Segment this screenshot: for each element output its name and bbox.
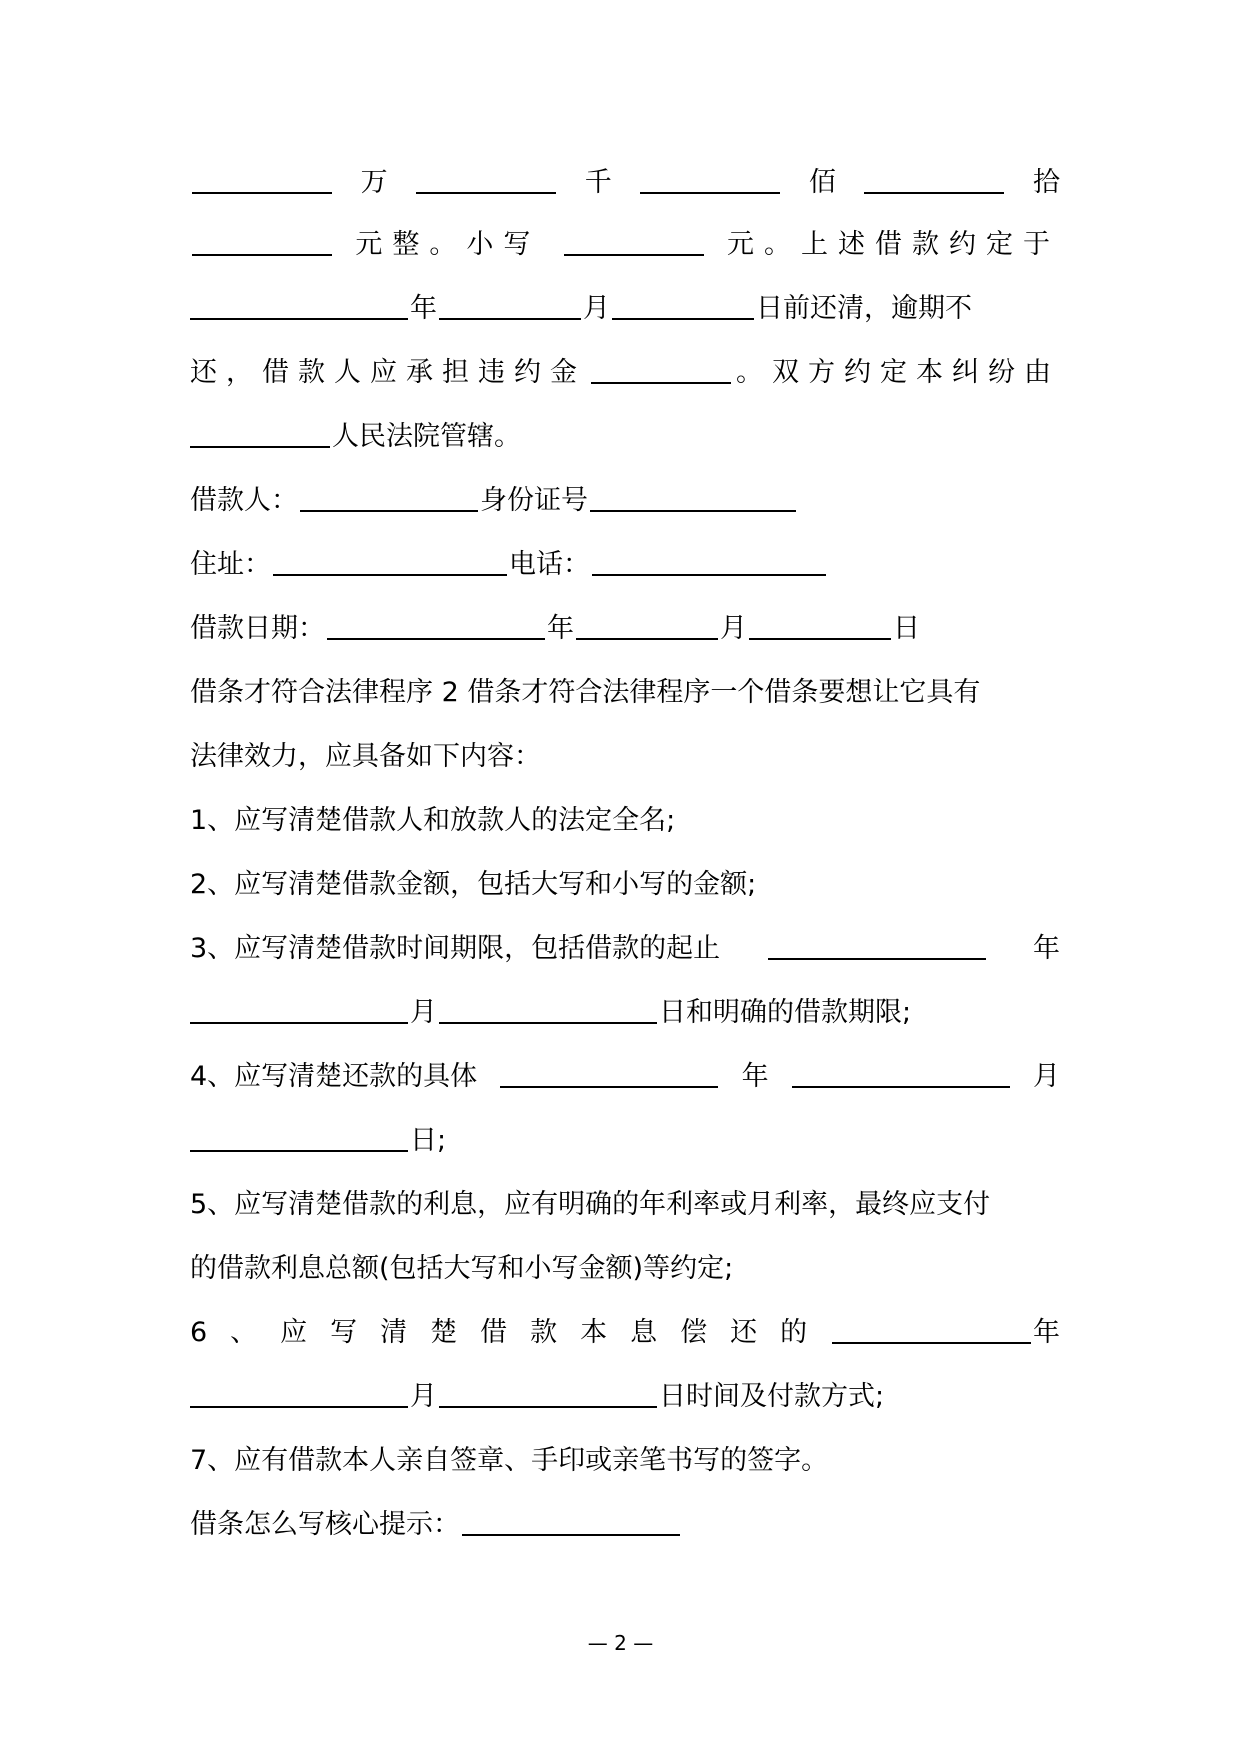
text-line <box>190 604 1060 654</box>
text-segment: 万 <box>360 167 388 198</box>
text-segment: 年 <box>1033 933 1060 964</box>
text-segment: 借条才符合法律程序 2 借条才符合法律程序一个借条要想让它具有 <box>190 677 981 708</box>
fill-blank <box>590 482 796 512</box>
text-segment: 1、应写清楚借款人和放款人的法定全名; <box>190 805 676 836</box>
fill-blank <box>416 164 556 194</box>
text-segment: 2、应写清楚借款金额，包括大写和小写的金额; <box>190 869 757 900</box>
fill-blank <box>327 610 545 640</box>
text-segment: 借款日期： <box>190 613 325 644</box>
list-item <box>190 860 1060 910</box>
text-segment: 日前还清，逾期不 <box>756 293 972 324</box>
fill-blank <box>190 994 408 1024</box>
text-segment: 年 <box>741 1061 769 1092</box>
text-segment: 元整。小写 <box>355 229 541 260</box>
fill-blank <box>300 482 478 512</box>
fill-blank <box>592 546 826 576</box>
fill-blank <box>192 226 332 256</box>
fill-blank <box>439 994 657 1024</box>
text-segment: 月 <box>410 1381 437 1412</box>
text-segment: 佰 <box>808 167 836 198</box>
text-segment: 月 <box>583 293 610 324</box>
text-segment: 借款人： <box>190 485 298 516</box>
text-line <box>190 220 1060 270</box>
fill-blank <box>749 610 891 640</box>
list-item <box>190 1180 1060 1230</box>
text-segment: 元。上述借款约定于 <box>726 229 1060 260</box>
text-segment: 年 <box>547 613 574 644</box>
text-segment: 还，借款人应承担违约金 <box>190 357 586 388</box>
text-line <box>190 1372 1060 1422</box>
text-line <box>190 158 1060 208</box>
text-segment: 人民法院管辖。 <box>332 421 521 452</box>
text-segment: 月 <box>1033 1061 1060 1092</box>
fill-blank <box>439 290 581 320</box>
fill-blank <box>190 1122 408 1152</box>
fill-blank <box>273 546 507 576</box>
text-segment: 借条怎么写核心提示： <box>190 1509 460 1540</box>
list-item <box>190 1308 1060 1358</box>
text-segment: 法律效力，应具备如下内容： <box>190 741 541 772</box>
text-segment: 住址： <box>190 549 271 580</box>
text-segment: 日; <box>410 1125 447 1156</box>
text-line <box>190 1116 1060 1166</box>
fill-blank <box>439 1378 657 1408</box>
text-segment: 。双方约定本纠纷由 <box>736 357 1060 388</box>
fill-blank <box>190 290 408 320</box>
text-line <box>190 348 1060 398</box>
fill-blank <box>640 164 780 194</box>
fill-blank <box>576 610 718 640</box>
text-segment: 5、应写清楚借款的利息，应有明确的年利率或月利率，最终应支付 <box>190 1189 991 1220</box>
fill-blank <box>832 1314 1031 1344</box>
text-line <box>190 732 1060 782</box>
text-segment: 月 <box>720 613 747 644</box>
text-line <box>190 1500 1060 1550</box>
text-segment: 电话： <box>509 549 590 580</box>
text-segment: 日 <box>893 613 920 644</box>
text-line <box>190 668 1060 718</box>
fill-blank <box>612 290 754 320</box>
text-segment: 6、应写清楚借款本息偿还的 <box>190 1317 831 1348</box>
text-segment: 的借款利息总额(包括大写和小写金额)等约定; <box>190 1253 734 1284</box>
fill-blank <box>500 1058 718 1088</box>
text-segment: 4、应写清楚还款的具体 <box>190 1061 478 1092</box>
text-segment: 日时间及付款方式; <box>659 1381 885 1412</box>
text-line <box>190 284 1060 334</box>
page-number: — 2 — <box>587 1631 654 1655</box>
text-line <box>190 540 1060 590</box>
list-item <box>190 1436 1060 1486</box>
fill-blank <box>462 1506 680 1536</box>
fill-blank <box>792 1058 1010 1088</box>
fill-blank <box>190 418 330 448</box>
text-segment: 3、应写清楚借款时间期限，包括借款的起止 <box>190 933 721 964</box>
fill-blank <box>564 226 704 256</box>
text-segment: 年 <box>410 293 437 324</box>
list-item <box>190 924 1060 974</box>
text-line <box>190 1244 1060 1294</box>
text-line <box>190 988 1060 1038</box>
text-segment: 日和明确的借款期限; <box>659 997 912 1028</box>
fill-blank <box>190 1378 408 1408</box>
list-item <box>190 1052 1060 1102</box>
fill-blank <box>864 164 1004 194</box>
text-segment: 年 <box>1033 1317 1060 1348</box>
fill-blank <box>591 354 731 384</box>
text-line <box>190 412 1060 462</box>
text-line <box>190 476 1060 526</box>
fill-blank <box>768 930 986 960</box>
list-item <box>190 796 1060 846</box>
text-segment: 千 <box>584 167 612 198</box>
text-segment: 月 <box>410 997 437 1028</box>
text-segment: 7、应有借款本人亲自签章、手印或亲笔书写的签字。 <box>190 1445 829 1476</box>
text-segment: 拾 <box>1032 167 1060 198</box>
fill-blank <box>192 164 332 194</box>
text-segment: 身份证号 <box>480 485 588 516</box>
